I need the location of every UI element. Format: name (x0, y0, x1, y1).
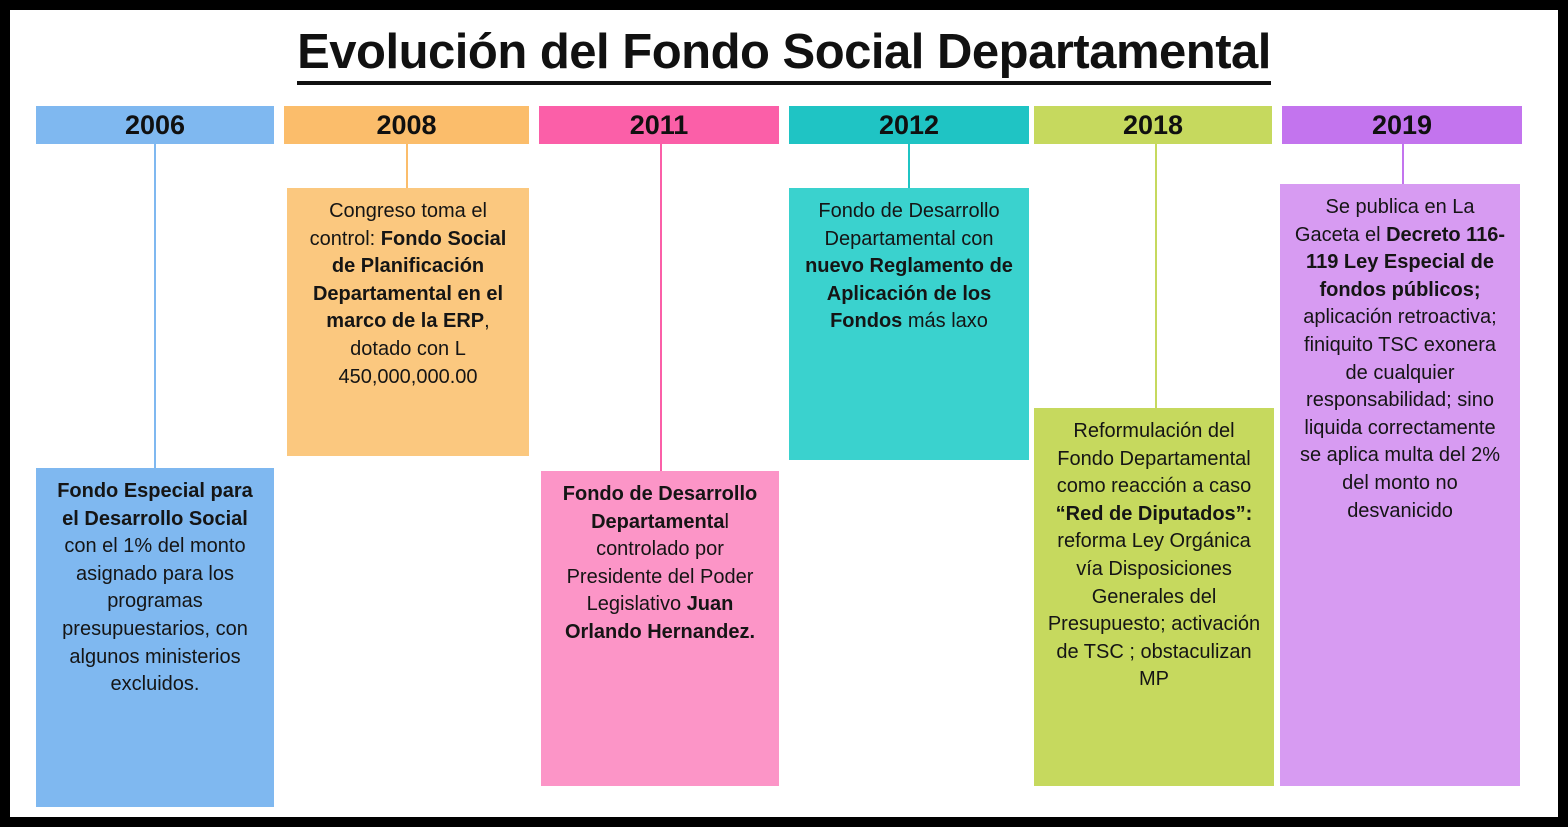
event-card-2018[interactable] (1034, 408, 1274, 786)
connector-line-2006 (154, 144, 156, 468)
year-badge-2008[interactable]: 2008 (284, 106, 529, 144)
year-badge-2018[interactable]: 2018 (1034, 106, 1272, 144)
year-badge-2006[interactable]: 2006 (36, 106, 274, 144)
connector-line-2018 (1155, 144, 1157, 408)
event-card-2006-text: Fondo Especial para el Desarrollo Social con el 1% del monto asignado para los programas presupuestarios, con algunos ministerios excluidos. (57, 480, 253, 696)
connector-line-2008 (406, 144, 408, 188)
event-card-2008[interactable] (287, 188, 529, 456)
year-badge-2019[interactable]: 2019 (1282, 106, 1522, 144)
page-title-text: Evolución del Fondo Social Departamental (297, 25, 1271, 85)
event-card-2008-text: Congreso toma el control: Fondo Social de Planificación Departamental en el marco de la ERP, dotado con L 450,000,000.00 (309, 200, 507, 388)
event-card-2011[interactable] (541, 471, 779, 786)
page-title (10, 24, 1558, 80)
year-badge-2011[interactable]: 2011 (539, 106, 779, 144)
event-card-2019[interactable] (1280, 184, 1520, 786)
diagram-area (10, 10, 1558, 817)
event-card-2012[interactable] (789, 188, 1029, 460)
event-card-2011-text: Fondo de Desarrollo Departamental controlado por Presidente del Poder Legislativo Juan Orlando Hernandez. (562, 483, 758, 643)
event-card-2019-text: Se publica en La Gaceta el Decreto 116-119 Ley Especial de fondos públicos; aplicación retroactiva; finiquito TSC exonera de cualquier responsabilidad; sino liquida correctamente se aplica multa del 2% del monto no desvanicido (1294, 196, 1506, 522)
event-card-2012-text: Fondo de Desarrollo Departamental con nuevo Reglamento de Aplicación de los Fondos más laxo (805, 200, 1013, 333)
connector-line-2019 (1402, 144, 1404, 184)
event-card-2018-text: Reformulación del Fondo Departamental como reacción a caso “Red de Diputados”: reforma Ley Orgánica vía Disposiciones Generales del Presupuesto; activación de TSC ; obstaculizan MP (1047, 420, 1261, 691)
connector-line-2012 (908, 144, 910, 188)
connector-line-2011 (660, 144, 662, 471)
year-badge-2012[interactable]: 2012 (789, 106, 1029, 144)
event-card-2006[interactable] (36, 468, 274, 807)
